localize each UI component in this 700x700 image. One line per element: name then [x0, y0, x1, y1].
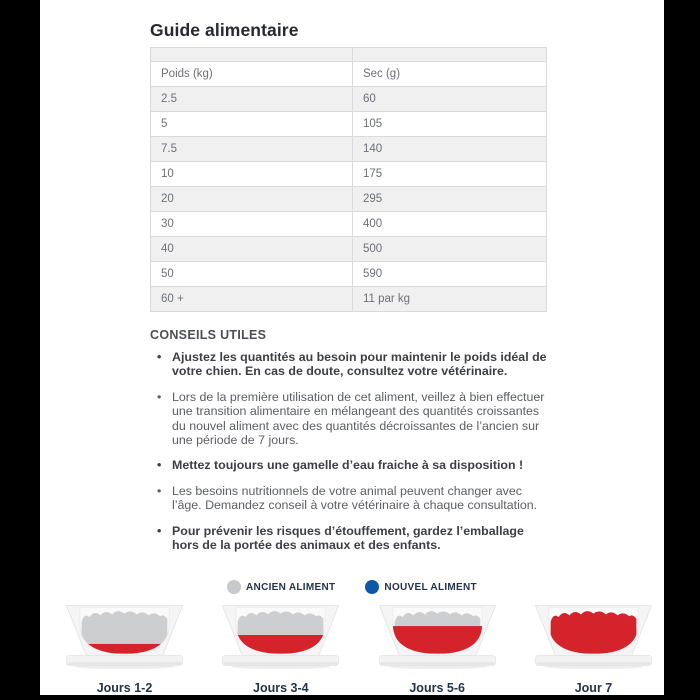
table-row: [151, 187, 547, 212]
page-title: Guide alimentaire: [150, 19, 299, 40]
bowl-label: Jours 1-2: [96, 681, 153, 695]
feeding-table: [150, 47, 547, 312]
table-row: [151, 112, 547, 137]
legend-item-old-food: [227, 580, 335, 594]
table-row: [151, 287, 547, 312]
column-header-sec: Sec (g): [352, 62, 546, 87]
tip-item: • Lors de la première utilisation de cet aliment, veillez à bien effectuer une transition alimentaire en mélangeant des quantités croissantes du nouvel aliment avec des quantités décroissantes de l’ancien sur une période de 7 jours.: [150, 390, 552, 448]
amount-cell: 105: [352, 112, 546, 137]
food-legend: [40, 580, 664, 594]
amount-cell: 175: [352, 162, 546, 187]
transition-bowls: [40, 598, 664, 695]
amount-cell: 590: [352, 262, 546, 287]
legend-label: NOUVEL ALIMENT: [384, 581, 477, 593]
weight-cell: 10: [151, 162, 353, 187]
bowl-illustration: [531, 598, 656, 672]
table-row: [151, 162, 547, 187]
amount-cell: 500: [352, 237, 546, 262]
transition-step: [375, 598, 500, 695]
bowl-illustration: [218, 598, 343, 672]
bowl-label: Jours 5-6: [409, 681, 465, 695]
weight-cell: 50: [151, 262, 353, 287]
tips-heading: CONSEILS UTILES: [150, 328, 267, 342]
table-row: [151, 87, 547, 112]
column-header-poids: Poids (kg): [151, 62, 353, 87]
tip-item: • Pour prévenir les risques d’étouffement, gardez l’emballage hors de la portée des animaux et des enfants.: [150, 524, 552, 553]
transition-step: [218, 598, 343, 695]
amount-cell: 400: [352, 212, 546, 237]
bowl-label: Jour 7: [574, 681, 613, 695]
old-food-swatch-icon: [227, 580, 241, 594]
feeding-guide-page: [40, 0, 664, 695]
weight-cell: 40: [151, 237, 353, 262]
amount-cell: 60: [352, 87, 546, 112]
weight-cell: 2.5: [151, 87, 353, 112]
transition-step: [62, 598, 187, 695]
table-header-row: [151, 62, 547, 87]
legend-label: ANCIEN ALIMENT: [246, 581, 336, 593]
weight-cell: 30: [151, 212, 353, 237]
bowl-label: Jours 3-4: [253, 681, 309, 695]
legend-item-new-food: [365, 580, 477, 594]
tips-list: [150, 350, 552, 563]
table-row: [151, 48, 547, 62]
feeding-table-body: [151, 87, 547, 312]
tip-item: • Les besoins nutritionnels de votre animal peuvent changer avec l’âge. Demandez conseil à votre vétérinaire à chaque consultation.: [150, 484, 552, 513]
amount-cell: 140: [352, 137, 546, 162]
transition-step: [531, 598, 656, 695]
amount-cell: 11 par kg: [352, 287, 546, 312]
table-row: [151, 237, 547, 262]
bowl-illustration: [62, 598, 187, 672]
table-row: [151, 262, 547, 287]
table-row: [151, 212, 547, 237]
bowl-illustration: [375, 598, 500, 672]
weight-cell: 60 +: [151, 287, 353, 312]
weight-cell: 20: [151, 187, 353, 212]
amount-cell: 295: [352, 187, 546, 212]
tip-item: • Ajustez les quantités au besoin pour maintenir le poids idéal de votre chien. En cas de doute, consultez votre vétérinaire.: [150, 350, 552, 379]
weight-cell: 7.5: [151, 137, 353, 162]
tip-item: • Mettez toujours une gamelle d’eau fraiche à sa disposition !: [150, 458, 552, 472]
table-row: [151, 137, 547, 162]
weight-cell: 5: [151, 112, 353, 137]
new-food-swatch-icon: [365, 580, 379, 594]
